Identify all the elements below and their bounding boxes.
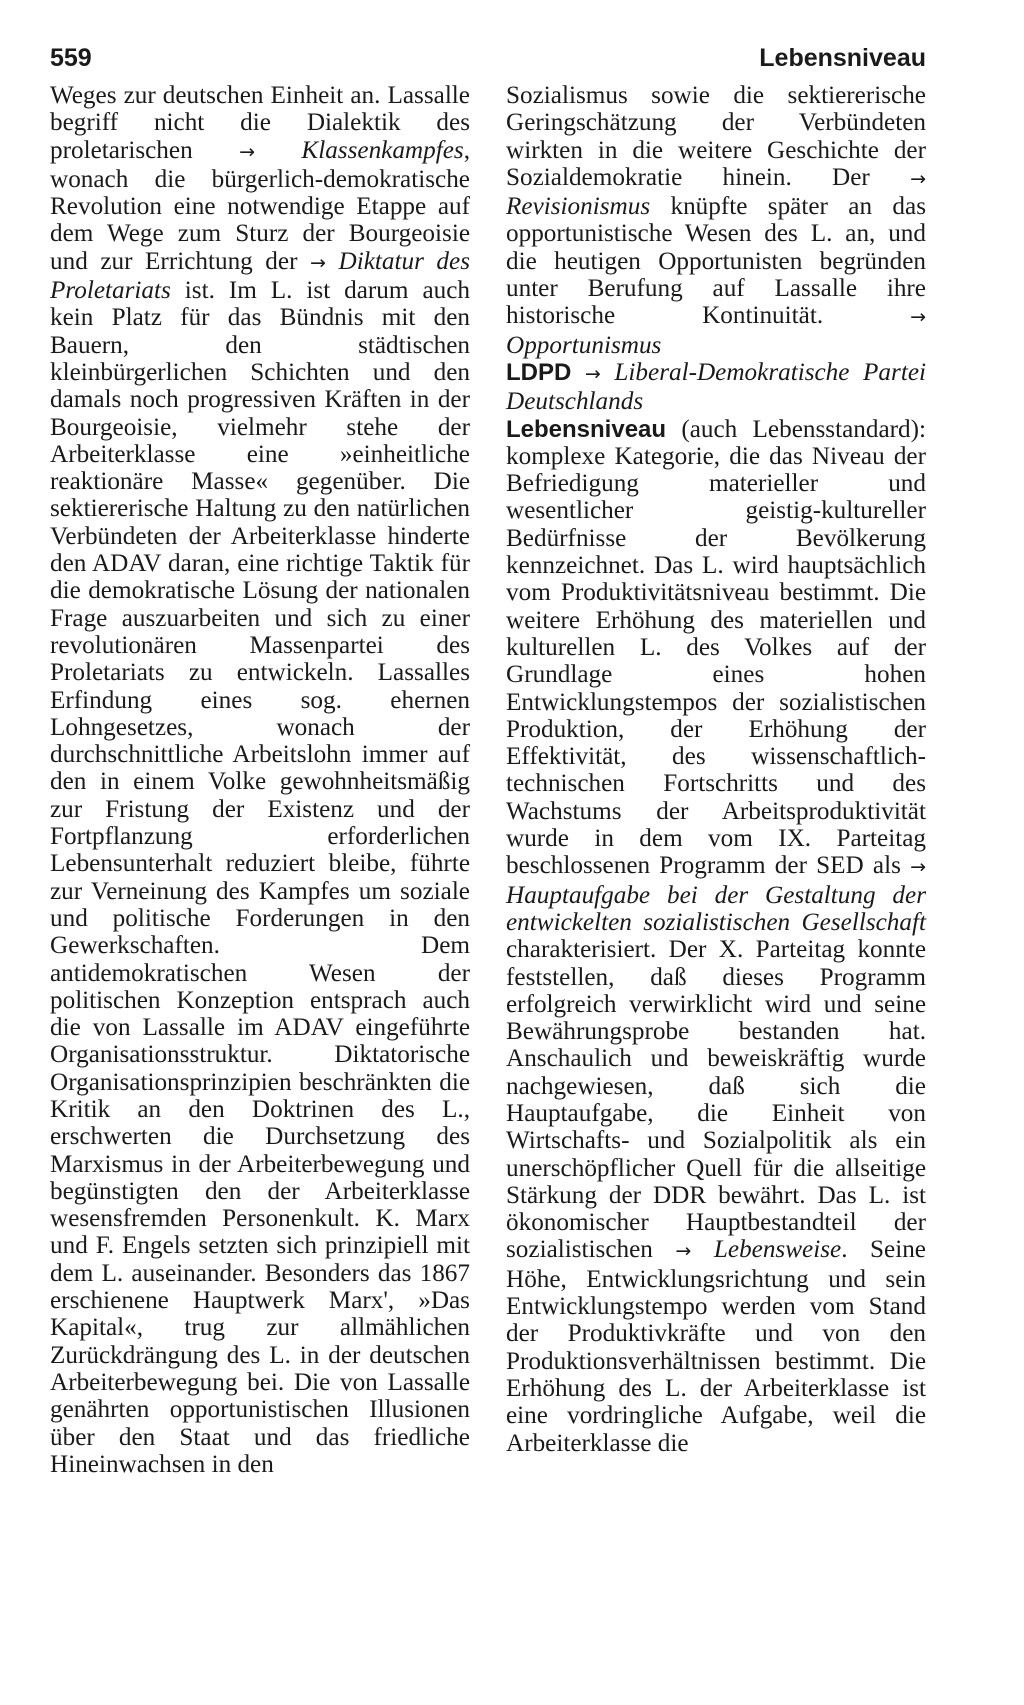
cross-reference-arrow: →: [584, 362, 601, 385]
cross-reference-arrow: →: [910, 167, 926, 190]
left-column: [50, 82, 470, 1478]
cross-reference-link[interactable]: Hauptaufgabe bei der Gestaltung der entwickelten sozialistischen Gesellschaft: [506, 881, 926, 936]
body-text: charakterisiert. Der X. Parteitag konnte feststellen, daß dieses Programm erfolgreich verwirklicht wird und seine Bewährungsprobe bestanden hat. Anschaulich und beweiskräftig wurde nachgewiesen, daß sich die Hauptaufgabe, die Einheit von Wirtschafts- und Sozialpolitik als ein unerschöpflicher Quell für die allseitige Stärkung der DDR bewährt. Das L. ist ökonomischer Hauptbestandteil der sozialistischen: [506, 936, 926, 1264]
continued-entry-text: [506, 82, 926, 359]
page-number: 559: [50, 44, 92, 72]
body-text: ist. Im L. ist darum auch kein Platz für das Bündnis mit den Bauern, den städtischen kleinbürgerlichen Schichten und den damals noch progressiven Kräften in der Bourgeoisie, vielmehr stehe der Arbeiterklasse eine »einheitliche reaktionäre Masse« gegenüber. Die sektiererische Haltung zu den natürlichen Verbündeten der Arbeiterklasse hinderte den ADAV daran, eine richtige Taktik für die demokratische Lösung der nationalen Frage auszuarbeiten und sich zu einer revolutionären Massenpartei des Proletariats zu entwickeln. Lassalles Erfindung eines sog. ehernen Lohngesetzes, wonach der durchschnittliche Arbeitslohn immer auf den in einem Volke gewohnheitsmäßig zur Fristung der Existenz und der Fortpflanzung erforderlichen Lebensunterhalt reduziert bleibe, führte zur Verneinung des Kampfes um soziale und politische Forderungen in den Gewerkschaften. Dem antidemokratischen Wesen der politischen Konzeption entsprach auch die von Lassalle im ADAV eingeführte Organisationsstruktur. Diktatorische Organisationsprinzipien beschränkten die Kritik an den Doktrinen des L., erschwerten die Durchsetzung des Marxismus in der Arbeiterbewegung und begünstigten den der Arbeiterklasse wesensfremden Personenkult. K. Marx und F. Engels setzten sich prinzipiell mit dem L. auseinander. Besonders das 1867 erschienene Hauptwerk Marx', »Das Kapital«, trug zur allmählichen Zurückdrängung des L. in der deutschen Arbeiterbewegung bei. Die von Lassalle genährten opportunistischen Illusionen über den Staat und das friedliche Hineinwachsen in den: [50, 277, 470, 1478]
cross-reference-link[interactable]: Revisionismus: [506, 193, 651, 221]
cross-reference-arrow: →: [910, 856, 926, 879]
text-columns: [50, 82, 926, 1478]
cross-reference-arrow: →: [239, 140, 255, 163]
right-column: [506, 82, 926, 1478]
dictionary-page: [50, 44, 926, 1478]
body-text: . Seine Höhe, Entwicklungsrichtung und sein Entwicklungstempo werden vom Stand der Produktivkräfte und von den Produktionsverhältnissen bestimmt. Die Erhöhung des L. der Arbeiterklasse ist eine vordringliche Aufgabe, weil die Arbeiterklasse die: [506, 1236, 926, 1457]
running-title: Lebensniveau: [759, 44, 926, 72]
cross-reference-arrow: →: [675, 1240, 692, 1263]
cross-reference-link[interactable]: Lebensweise: [713, 1236, 842, 1264]
body-text: Sozialismus sowie die sektiererische Geringschätzung der Verbündeten wirkten in die weitere Geschichte der Sozialdemokratie hinein. Der: [506, 82, 926, 191]
entry-lebensniveau: [506, 416, 926, 1457]
body-text: , wonach die bürgerlich-demokratische Revolution eine notwendige Etappe auf dem Wege zum Sturz der Bourgeoisie und zur Errichtung der: [50, 136, 470, 275]
entry-headword: Lebensniveau: [506, 415, 667, 443]
cross-reference-link[interactable]: Opportunismus: [506, 331, 662, 359]
entry-ldpd: [506, 359, 926, 416]
body-text: (auch Lebensstandard): komplexe Kategorie, die das Niveau der Befriedigung materieller und wesentlicher geistig-kultureller Bedürfnisse der Bevölkerung kennzeichnet. Das L. wird hauptsächlich vom Produktivitätsniveau bestimmt. Die weitere Erhöhung des materiellen und kulturellen L. des Volkes auf der Grundlage eines hohen Entwicklungstempos der sozialistischen Produktion, der Erhöhung der Effektivität, des wissenschaftlich-technischen Fortschritts und des Wachstums der Arbeitsproduktivität wurde in dem vom IX. Parteitag beschlossenen Programm der SED als: [506, 415, 926, 880]
cross-reference-link[interactable]: Liberal-Demokratische Partei Deutschlands: [506, 358, 926, 416]
body-text: knüpfte später an das opportunistische Wesen des L. an, und die heutigen Opportunisten begründen unter Berufung auf Lassalle ihre historische Kontinuität.: [506, 193, 926, 330]
body-text: Weges zur deutschen Einheit an. Lassalle begriff nicht die Dialektik des proletarischen: [50, 82, 470, 164]
running-head: [50, 44, 926, 76]
cross-reference-link[interactable]: Klassenkampfes: [301, 136, 464, 164]
continued-entry-lassalleanismus: [50, 82, 470, 1478]
entry-headword: LDPD: [506, 358, 572, 386]
cross-reference-arrow: →: [310, 251, 326, 274]
cross-reference-arrow: →: [910, 306, 926, 329]
cross-reference-link[interactable]: Diktatur des Proletariats: [50, 247, 470, 305]
